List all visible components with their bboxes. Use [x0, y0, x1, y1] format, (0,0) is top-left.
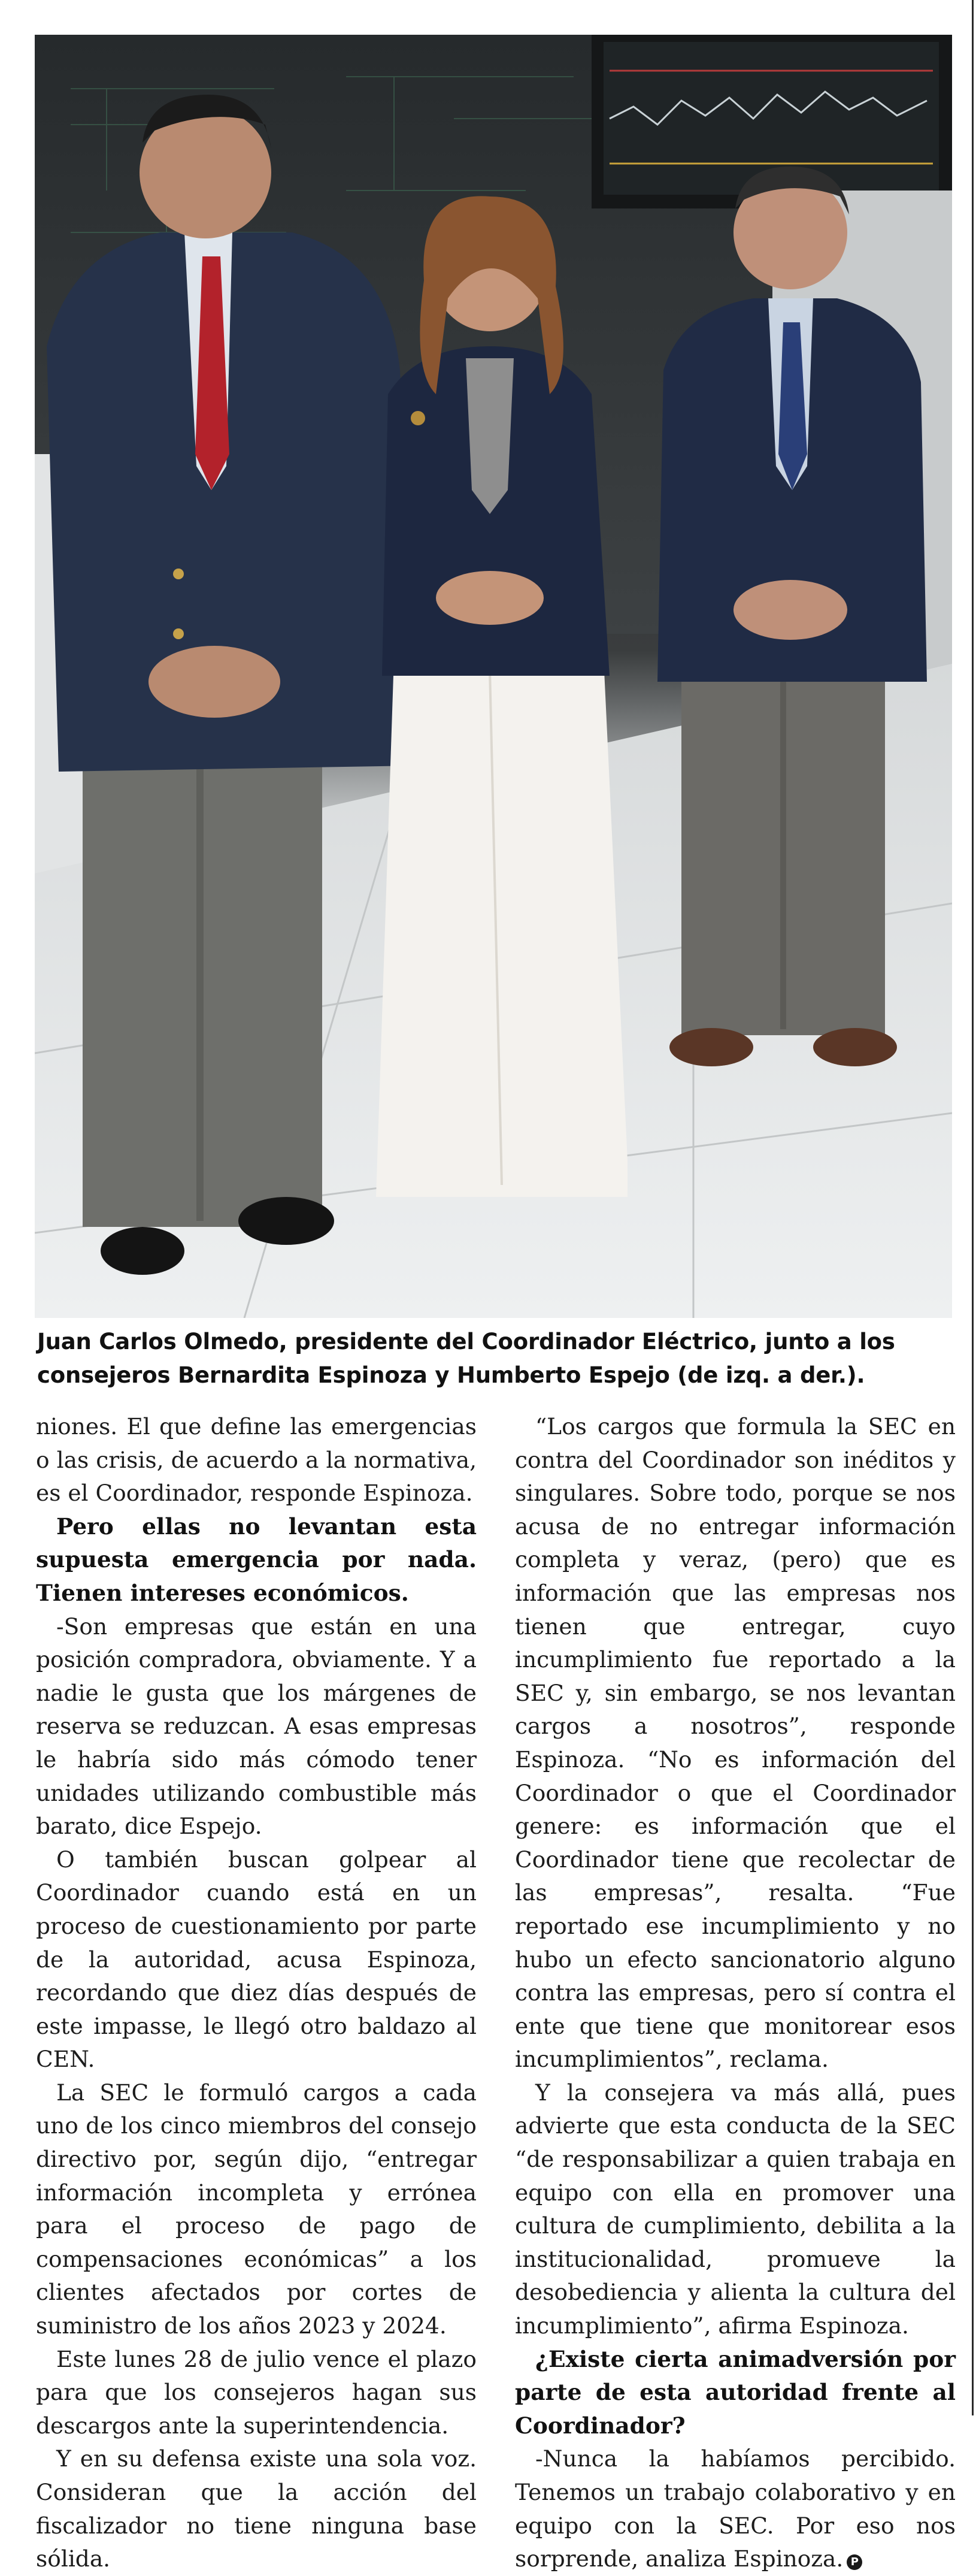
- paragraph: O también buscan golpear al Coordinador cuando está en un proceso de cuestionamiento por parte de la autoridad, acusa Espinoza, recordando que diez días después de este impasse, le llegó otro baldazo al CEN.: [36, 1846, 477, 2073]
- paragraph: La SEC le formuló cargos a cada uno de los cinco miembros del consejo directivo por, según dijo, “entregar información incompleta y errónea para el proceso de pago de compensaciones económicas” a los clientes afectados por cortes de suministro de los años 2023 y 2024.: [36, 2079, 477, 2339]
- interview-question: ¿Existe cierta animadversión por parte de esta autoridad frente al Coordinador?: [515, 2345, 956, 2439]
- closing-paragraph: [515, 2442, 956, 2575]
- end-of-article-icon: P: [847, 2554, 862, 2570]
- photo-caption: Juan Carlos Olmedo, presidente del Coordinador Eléctrico, junto a los consejeros Bernardita Espinoza y Humberto Espejo (de izq. a der.).: [37, 1329, 895, 1388]
- paragraph-text: -Nunca la habíamos percibido. Tenemos un trabajo colaborativo y en equipo con la SEC. Por eso nos sorprende, analiza Espinoza.: [515, 2445, 956, 2572]
- interview-question: Pero ellas no levantan esta supuesta emergencia por nada. Tienen intereses económicos.: [36, 1513, 477, 1606]
- paragraph: Y la consejera va más allá, pues advierte que esta conducta de la SEC “de responsabilizar a quien trabaja en equipo con ella en promover una cultura de cumplimiento, debilita a la institucionalidad, promueve la desobediencia y alienta la cultura del incumplimiento”, afirma Espinoza.: [515, 2079, 956, 2339]
- paragraph: Y en su defensa existe una sola voz. Consideran que la acción del fiscalizador no tiene ninguna base sólida.: [36, 2445, 477, 2572]
- paragraph: -Son empresas que están en una posición compradora, obviamente. Y a nadie le gusta que los márgenes de reserva se reduzcan. A esas empresas le habría sido más cómodo tener unidades utilizando combustible más barato, dice Espejo.: [36, 1613, 477, 1840]
- paragraph: niones. El que define las emergencias o las crisis, de acuerdo a la normativa, es el Coordinador, responde Espinoza.: [36, 1413, 477, 1507]
- column-rule: [972, 0, 974, 2415]
- paragraph: “Los cargos que formula la SEC en contra del Coordinador son inéditos y singulares. Sobre todo, porque se nos acusa de no entregar información completa y veraz, (pero) que es información que las empresas nos tienen que entregar, cuyo incumplimiento fue reportado a la SEC y, sin embargo, se nos levantan cargos a nosotros”, responde Espinoza. “No es información del Coordinador o que el Coordinador genere: es información que el Coordinador tiene que recolectar de las empresas”, resalta. “Fue reportado ese incumplimiento y no hubo un efecto sancionatorio alguno contra las empresas, pero sí contra el ente que tiene que monitorear esos incumplimientos”, reclama.: [515, 1413, 956, 2073]
- news-photo: [35, 35, 952, 1318]
- paragraph: Este lunes 28 de julio vence el plazo para que los consejeros hagan sus descargos ante la superintendencia.: [36, 2345, 477, 2439]
- article-column-right: [515, 1410, 956, 2576]
- article-column-left: [36, 1410, 477, 2576]
